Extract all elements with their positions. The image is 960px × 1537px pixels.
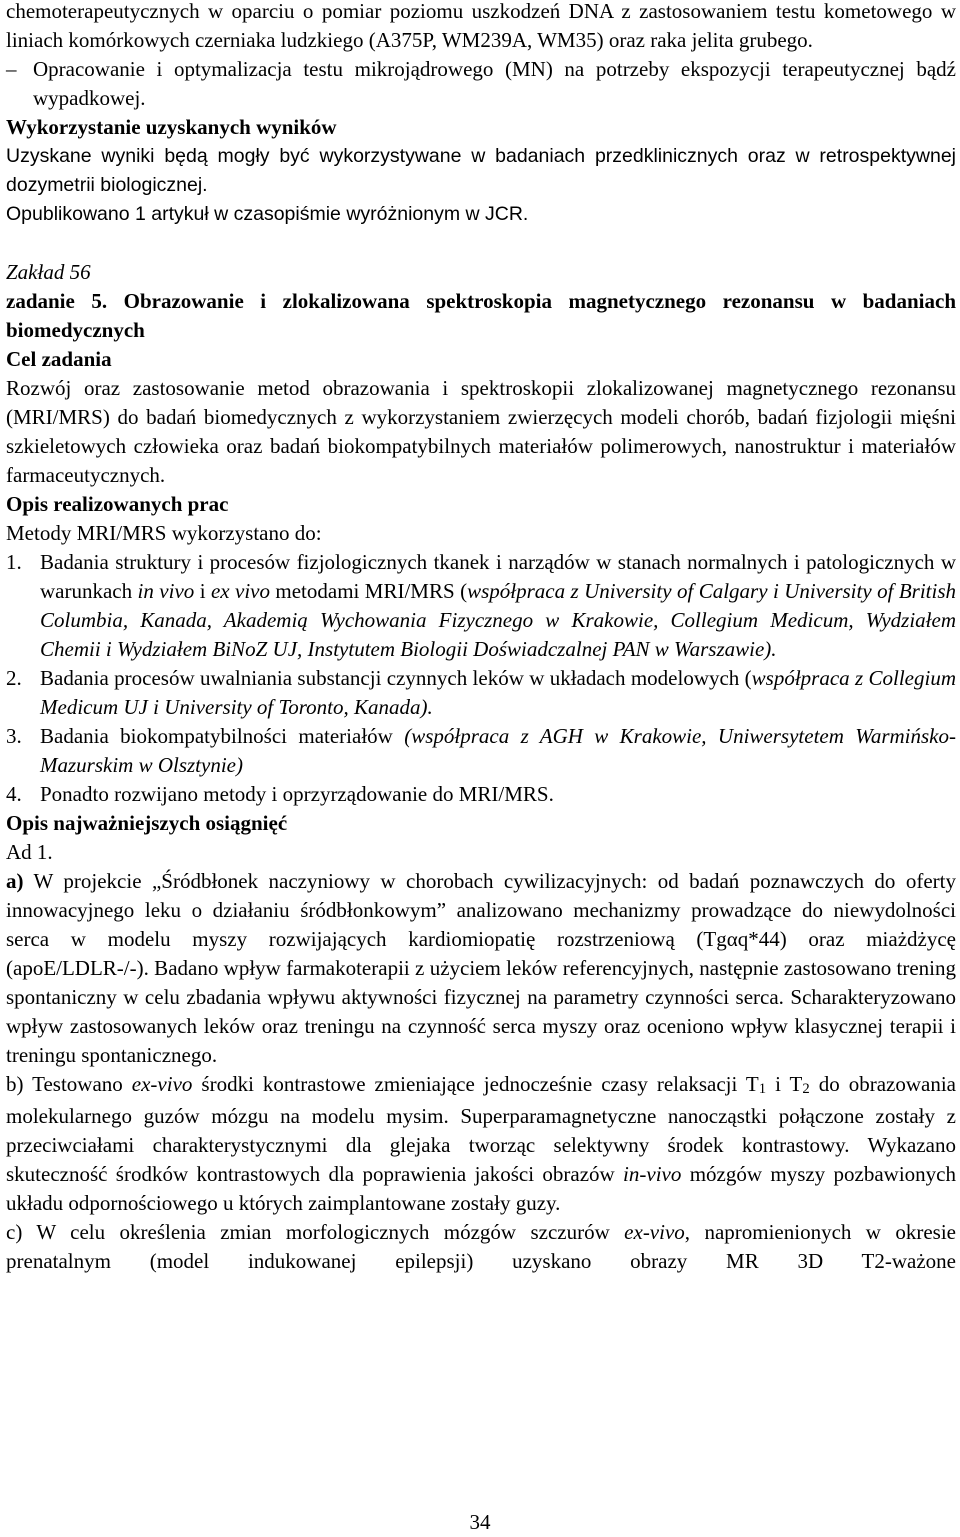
- heading-cel-zadania: Cel zadania: [6, 347, 112, 371]
- paragraph-b: [6, 1070, 956, 1218]
- paragraph-c-part: , napromienionych w okresie prenatalnym (model indukowanej epilepsji) uzyskano obrazy MR 3D T2-ważone: [6, 1220, 956, 1273]
- item-number: 2.: [6, 666, 22, 690]
- paragraph-wykorzystanie: Uzyskane wyniki będą mogły być wykorzystywane w badaniach przedklinicznych oraz w retrospektywnej dozymetrii biologicznej.: [6, 145, 956, 196]
- item-text: [40, 664, 956, 722]
- paragraph-c: [6, 1218, 956, 1276]
- document-body: [6, 0, 956, 1276]
- zaklad-label: Zakład 56: [6, 260, 91, 284]
- paragraph-b-part: i T: [766, 1072, 803, 1096]
- numbered-item-2: [6, 664, 956, 722]
- heading-osiagniecia: Opis najważniejszych osiągnięć: [6, 811, 288, 835]
- page-number: 34: [469, 1510, 491, 1534]
- item-text-part: Badania biokompatybilności materiałów: [40, 724, 405, 748]
- paragraph-continuation: chemoterapeutycznych w oparciu o pomiar poziomu uszkodzeń DNA z zastosowaniem testu kometowego w liniach komórkowych czerniaka ludzkiego (A375P, WM239A, WM35) oraz raka jelita grubego.: [6, 0, 956, 52]
- item-text-part: i: [194, 579, 211, 603]
- item-text-part: Badania procesów uwalniania substancji czynnych leków w układach modelowych (: [40, 666, 752, 690]
- item-number: 3.: [6, 724, 22, 748]
- paragraph-c-part: c) W celu określenia zmian morfologicznych mózgów szczurów: [6, 1220, 625, 1244]
- heading-wykorzystanie: Wykorzystanie uzyskanych wyników: [6, 115, 337, 139]
- numbered-item-1: [6, 548, 956, 664]
- item-text-italic: współpraca z University of Calgary i University of British Columbia, Kanada, Akademią Wychowania Fizycznego w Krakowie, Collegium Medicum, Wydziałem Chemii i Wydziałem BiNoZ UJ, Instytutem Biologii Doświadczalnej PAN w Warszawie).: [40, 579, 957, 661]
- item-text-italic: (współpraca z AGH w Krakowie, Uniwersytetem Warmińsko-Mazurskim w Olsztynie): [40, 724, 956, 777]
- dash-item-text: Opracowanie i optymalizacja testu mikrojądrowego (MN) na potrzeby ekspozycji terapeutycznej bądź wypadkowej.: [33, 57, 956, 110]
- paragraph-b-italic: ex-vivo: [131, 1072, 193, 1096]
- task-title: zadanie 5. Obrazowanie i zlokalizowana spektroskopia magnetycznego rezonansu w badaniach biomedycznych: [6, 289, 956, 342]
- item-text: [40, 548, 956, 664]
- paragraph-b-part: mózgów myszy pozbawionych układu odpornościowego u których zaimplantowane zostały guzy.: [6, 1162, 956, 1215]
- heading-opis-prac: Opis realizowanych prac: [6, 492, 229, 516]
- item-text-italic: in vivo: [137, 579, 195, 603]
- dash-bullet: –: [6, 57, 17, 81]
- spacer: [6, 229, 956, 258]
- numbered-item-3: [6, 722, 956, 780]
- subscript-2: 2: [802, 1081, 810, 1098]
- dash-list-item: [6, 55, 956, 113]
- item-text-italic: współpraca z Collegium Medicum UJ i University of Toronto, Kanada).: [40, 666, 956, 719]
- paragraph-opublikowano: Opublikowano 1 artykuł w czasopiśmie wyróżnionym w JCR.: [6, 203, 529, 225]
- paragraph-b-part: b) Testowano: [6, 1072, 132, 1096]
- paragraph-a-text: W projekcie „Śródbłonek naczyniowy w chorobach cywilizacyjnych: od badań poznawczych do oferty innowacyjnego leku o działaniu śródbłonkowym” analizowano mechanizmy prowadzące do niewydolności serca w modelu myszy rozwijających kardiomiopatię rozstrzeniową (Tgαq*44) oraz miażdżycę (apoE/LDLR-/-). Badano wpływ farmakoterapii z użyciem leków referencyjnych, następnie zastosowano trening spontaniczny w celu zbadania wpływu aktywności fizycznej na parametry czynności serca. Scharakteryzowano wpływ zastosowanych leków oraz treningu na czynność serca myszy oraz oceniono wpływ klasycznej terapii i treningu spontanicznego.: [6, 869, 956, 1067]
- ad1-label: Ad 1.: [6, 840, 53, 864]
- paragraph-b-part: środki kontrastowe zmieniające jednocześnie czasy relaksacji T: [192, 1072, 759, 1096]
- numbered-item-4: [6, 780, 956, 809]
- item-number: 4.: [6, 782, 22, 806]
- paragraph-a-label: a): [6, 869, 24, 893]
- paragraph-b-italic: in-vivo: [623, 1162, 682, 1186]
- paragraph-c-italic: ex-vivo: [624, 1220, 685, 1244]
- item-text-italic: ex vivo: [210, 579, 270, 603]
- item-text: Ponadto rozwijano metody i oprzyrządowanie do MRI/MRS.: [40, 782, 554, 806]
- paragraph-b-part: do obrazowania molekularnego guzów mózgu na modelu mysim. Superparamagnetyczne nanocząstki połączone zostały z przeciwciałami charakterystycznymi dla glejaka tworząc selektywny środek kontrastowy. Wykazano skuteczność środków kontrastowych dla poprawienia jakości obrazów: [6, 1072, 956, 1186]
- item-text-part: metodami MRI/MRS (: [269, 579, 468, 603]
- item-text: [40, 722, 956, 780]
- paragraph-a: [6, 867, 956, 1070]
- paragraph-metody: Metody MRI/MRS wykorzystano do:: [6, 521, 322, 545]
- item-number: 1.: [6, 550, 22, 574]
- subscript-1: 1: [758, 1081, 767, 1098]
- paragraph-cel-zadania: Rozwój oraz zastosowanie metod obrazowania i spektroskopii zlokalizowanej magnetycznego rezonansu (MRI/MRS) do badań biomedycznych z wykorzystaniem zwierzęcych modeli chorób, badań fizjologii mięśni szkieletowych człowieka oraz badań biokompatybilnych materiałów polimerowych, nanostruktur i materiałów farmaceutycznych.: [6, 376, 956, 487]
- item-text-part: Badania struktury i procesów fizjologicznych tkanek i narządów w stanach normalnych i patologicznych w warunkach: [40, 550, 956, 603]
